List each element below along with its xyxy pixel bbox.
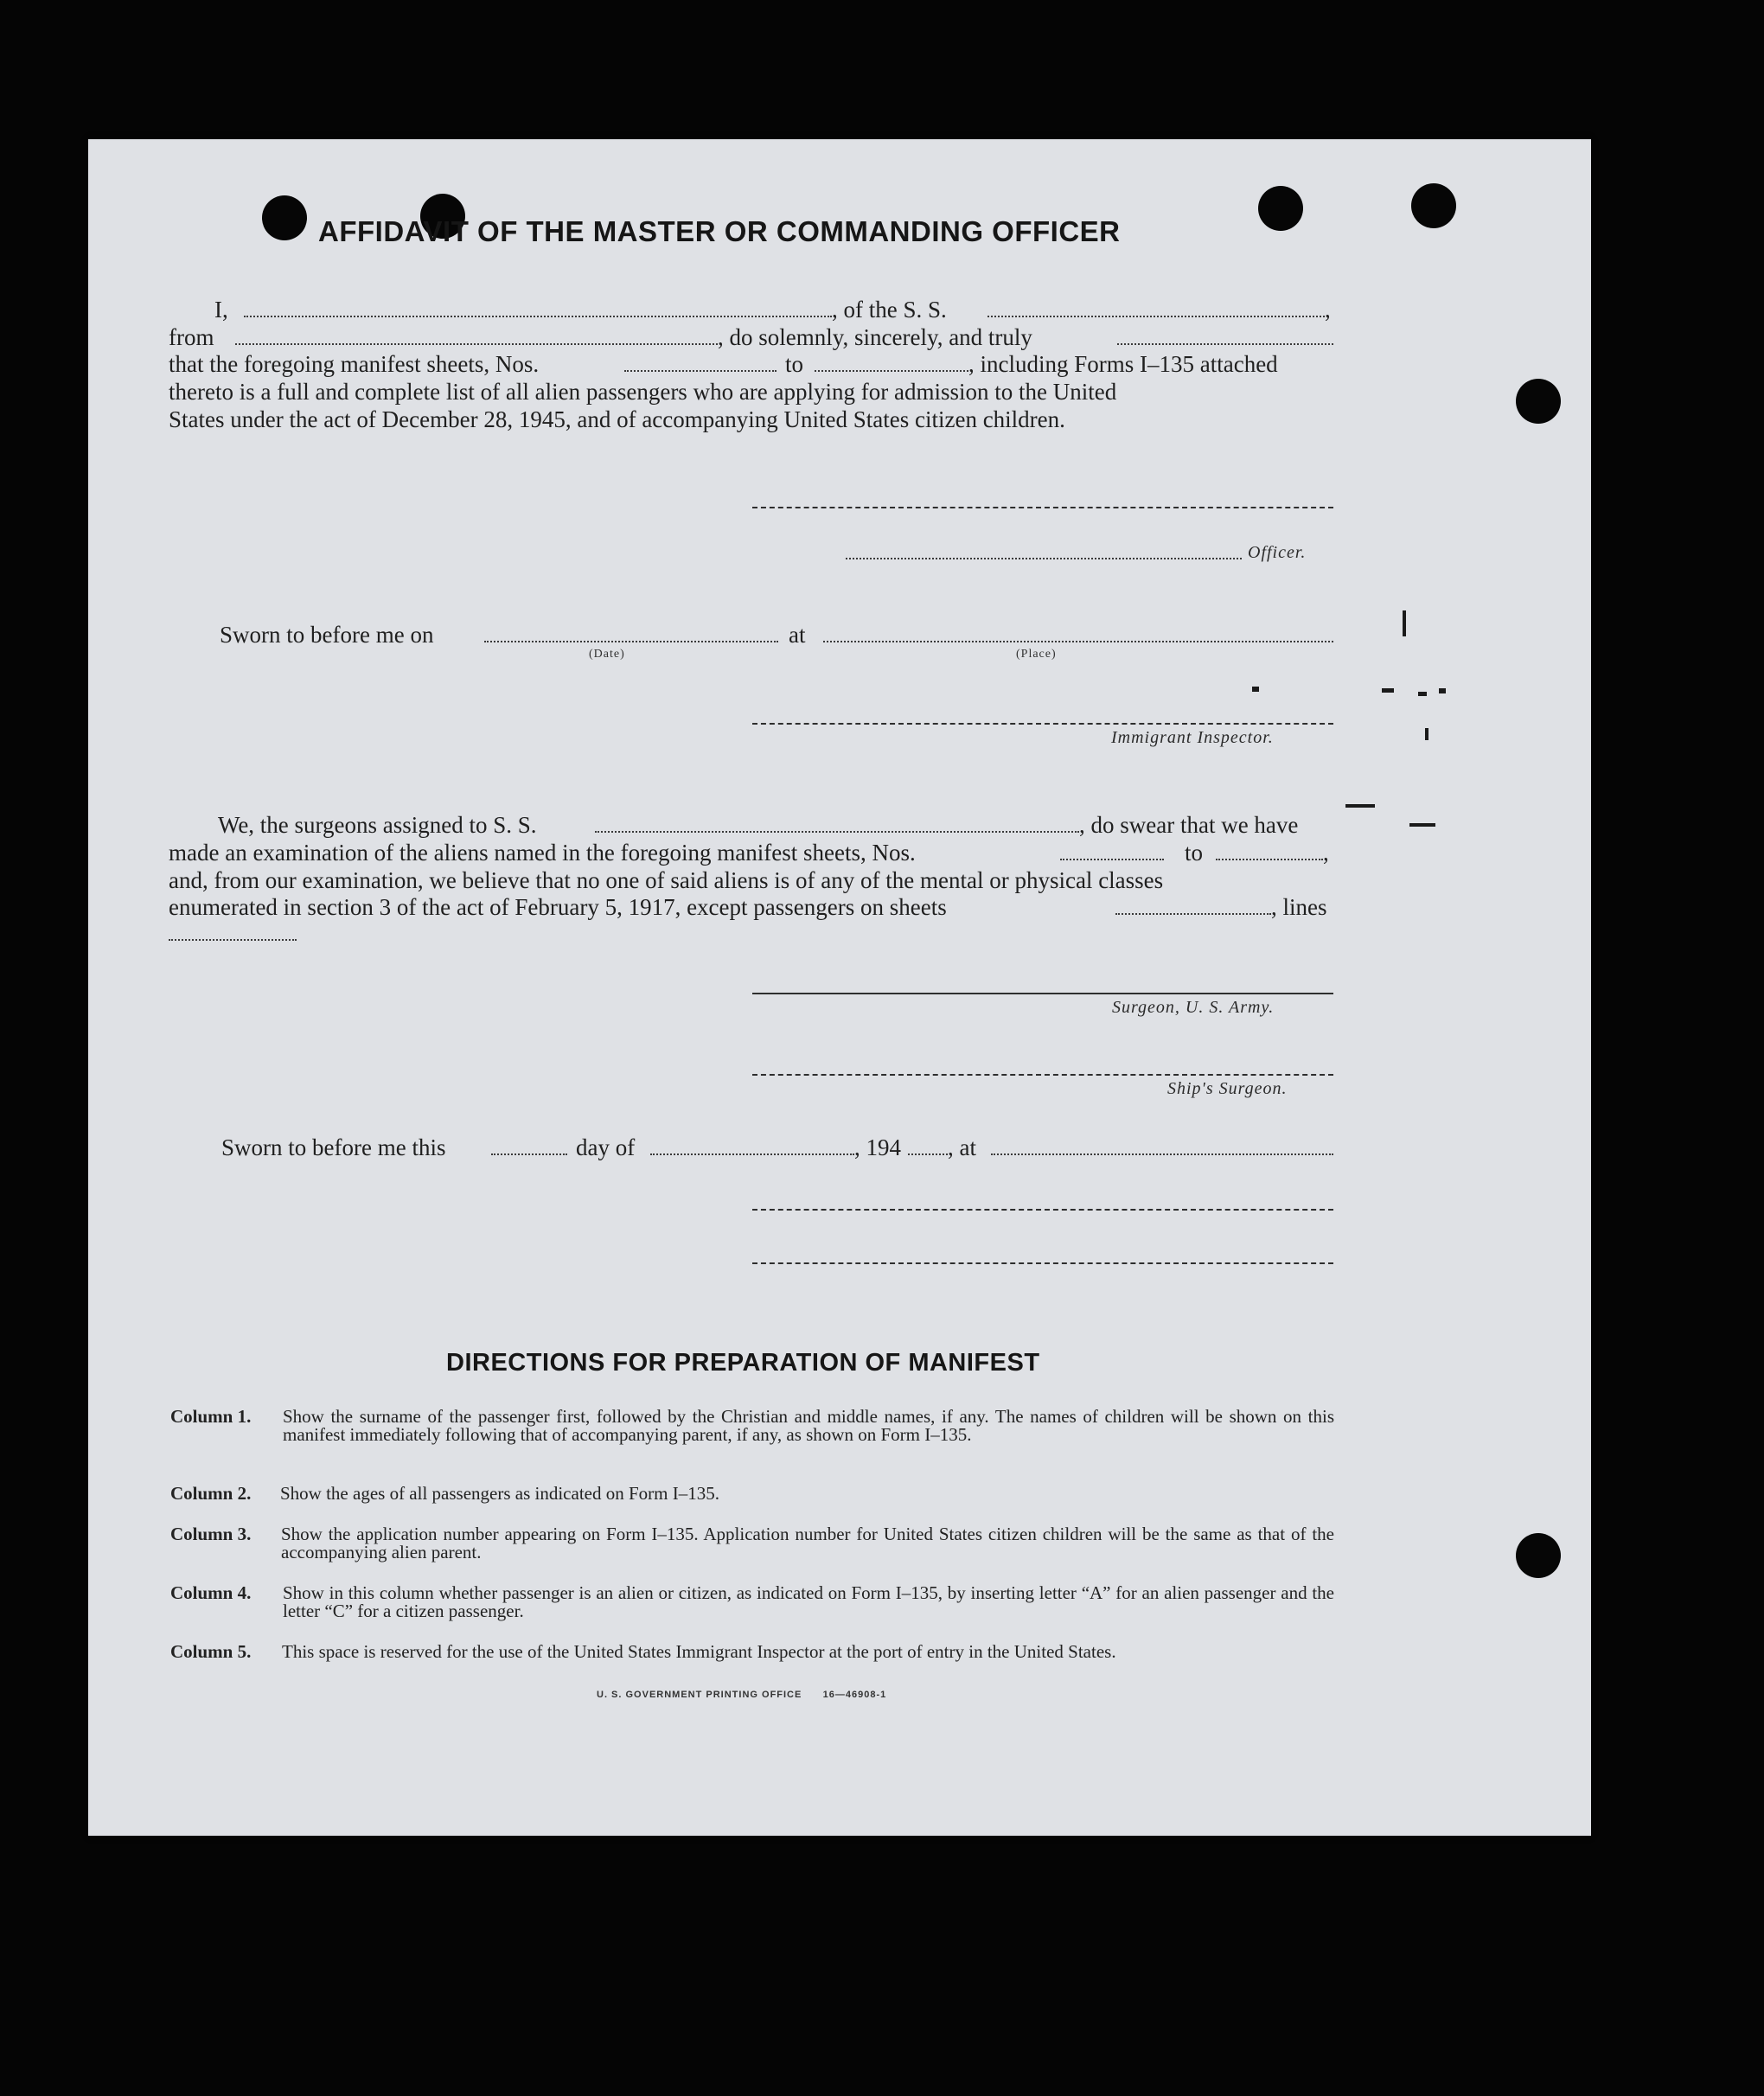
surgeons-line1: We, the surgeons assigned to S. S. — [218, 812, 537, 838]
ink-speck — [1403, 610, 1406, 636]
column-2-label: Column 2. — [170, 1483, 252, 1504]
surgeons-swear: , do swear that we have — [1079, 812, 1299, 838]
ink-speck — [1425, 728, 1428, 740]
ink-speck — [1439, 688, 1446, 693]
punch-hole — [1516, 379, 1561, 424]
sworn-at: at — [789, 622, 806, 648]
master-signature-line[interactable] — [752, 507, 1333, 508]
punch-hole — [1411, 183, 1456, 228]
ship-surgeon-signature-line[interactable] — [752, 1074, 1333, 1076]
column-2-text: Show the ages of all passengers as indicated on Form I–135. — [280, 1483, 719, 1504]
affidavit-of-ss: , of the S. S. — [832, 297, 947, 323]
ink-speck — [1382, 688, 1394, 693]
master-name-field[interactable] — [244, 316, 832, 317]
surgeons-line2: made an examination of the aliens named in the foregoing manifest sheets, Nos. — [169, 840, 916, 866]
place-label: (Place) — [1016, 648, 1057, 661]
punch-hole — [1258, 186, 1303, 231]
surgeon-ship-field[interactable] — [595, 831, 1079, 833]
inspector-signature-line[interactable] — [752, 723, 1333, 725]
sworn2-signature-line-2[interactable] — [752, 1262, 1333, 1264]
affidavit-swear: , do solemnly, sincerely, and truly — [718, 324, 1032, 350]
inspector-label: Immigrant Inspector. — [1111, 728, 1274, 747]
surgeons-comma: , — [1323, 840, 1329, 866]
officer-label: Officer. — [1248, 543, 1307, 562]
affidavit-forms: , including Forms I–135 attached — [968, 351, 1278, 377]
affidavit-line4: thereto is a full and complete list of all alien passengers who are applying for admission to the United — [169, 379, 1117, 405]
punch-hole — [1516, 1533, 1561, 1578]
sheet-to-field[interactable] — [815, 370, 968, 372]
affidavit-from: from — [169, 324, 214, 350]
ship-name-field[interactable] — [987, 316, 1325, 317]
column-3-text: Show the application number appearing on Form I–135. Application number for United States citizen children will be the same as that of the accompanying alien parent. — [281, 1524, 1334, 1562]
sworn2-month-field[interactable] — [650, 1153, 854, 1155]
surgeons-line3: and, from our examination, we believe that no one of said aliens is of any of the mental or physical classes — [169, 867, 1164, 893]
sworn2-year: , 194 — [854, 1134, 901, 1160]
column-5-text: This space is reserved for the use of the United States Immigrant Inspector at the port of entry in the United States. — [282, 1641, 1116, 1662]
sworn2-at: , at — [948, 1134, 976, 1160]
sworn2-day-of: day of — [576, 1134, 636, 1160]
army-surgeon-signature-line[interactable] — [752, 993, 1333, 994]
date-label: (Date) — [589, 648, 625, 661]
affidavit-line5: States under the act of December 28, 1945, and of accompanying United States citizen children. — [169, 406, 1065, 432]
surgeons-line4: enumerated in section 3 of the act of February 5, 1917, except passengers on sheets — [169, 894, 947, 920]
affidavit-i: I, — [214, 297, 228, 323]
ink-speck — [1418, 692, 1427, 696]
sworn2-signature-line-1[interactable] — [752, 1209, 1333, 1211]
sworn-place-field[interactable] — [823, 641, 1333, 642]
army-surgeon-label: Surgeon, U. S. Army. — [1112, 998, 1275, 1017]
column-3-label: Column 3. — [170, 1524, 252, 1544]
ship-surgeon-label: Ship's Surgeon. — [1167, 1079, 1288, 1098]
sworn2-day-field[interactable] — [491, 1153, 567, 1155]
sworn2-this: Sworn to before me this — [221, 1134, 446, 1160]
punch-hole — [262, 195, 307, 240]
directions-title: DIRECTIONS FOR PREPARATION OF MANIFEST — [446, 1349, 1040, 1377]
ink-speck — [1345, 804, 1375, 808]
except-sheets-field[interactable] — [1115, 913, 1271, 915]
column-4-text: Show in this column whether passenger is an alien or citizen, as indicated on Form I–135, by inserting letter “A” for an alien passenger and the letter “C” for a citizen passenger. — [283, 1582, 1334, 1621]
oath-field[interactable] — [1117, 343, 1333, 345]
surgeons-to: to — [1185, 840, 1204, 866]
from-port-field[interactable] — [235, 343, 718, 345]
affidavit-comma: , — [1325, 297, 1331, 323]
except-lines-field[interactable] — [169, 939, 297, 941]
surgeon-sheet-to[interactable] — [1216, 859, 1323, 860]
sworn2-year-field[interactable] — [908, 1153, 948, 1155]
column-1-text: Show the surname of the passenger first, followed by the Christian and middle names, if any. The names of children will be shown on this manifest immediately following that of accompanying parent, if any, as shown on Form I–135. — [283, 1406, 1334, 1445]
sworn-date-field[interactable] — [484, 641, 778, 642]
column-5-label: Column 5. — [170, 1641, 252, 1662]
ink-speck — [1409, 823, 1435, 827]
affidavit-sheets: that the foregoing manifest sheets, Nos. — [169, 351, 540, 377]
column-4-label: Column 4. — [170, 1582, 252, 1603]
column-1-label: Column 1. — [170, 1406, 252, 1427]
ink-speck — [1252, 687, 1259, 692]
sworn2-place-field[interactable] — [991, 1153, 1333, 1155]
sheet-from-field[interactable] — [624, 370, 777, 372]
surgeon-sheet-from[interactable] — [1060, 859, 1164, 860]
sworn-before-me-on: Sworn to before me on — [220, 622, 434, 648]
surgeons-lines: , lines — [1271, 894, 1327, 920]
affidavit-to: to — [785, 351, 804, 377]
affidavit-title: AFFIDAVIT OF THE MASTER OR COMMANDING OFFICER — [318, 215, 1121, 247]
printing-office-footer: U. S. GOVERNMENT PRINTING OFFICE 16—46908-1 — [597, 1690, 887, 1700]
officer-signature-line[interactable] — [846, 558, 1242, 559]
